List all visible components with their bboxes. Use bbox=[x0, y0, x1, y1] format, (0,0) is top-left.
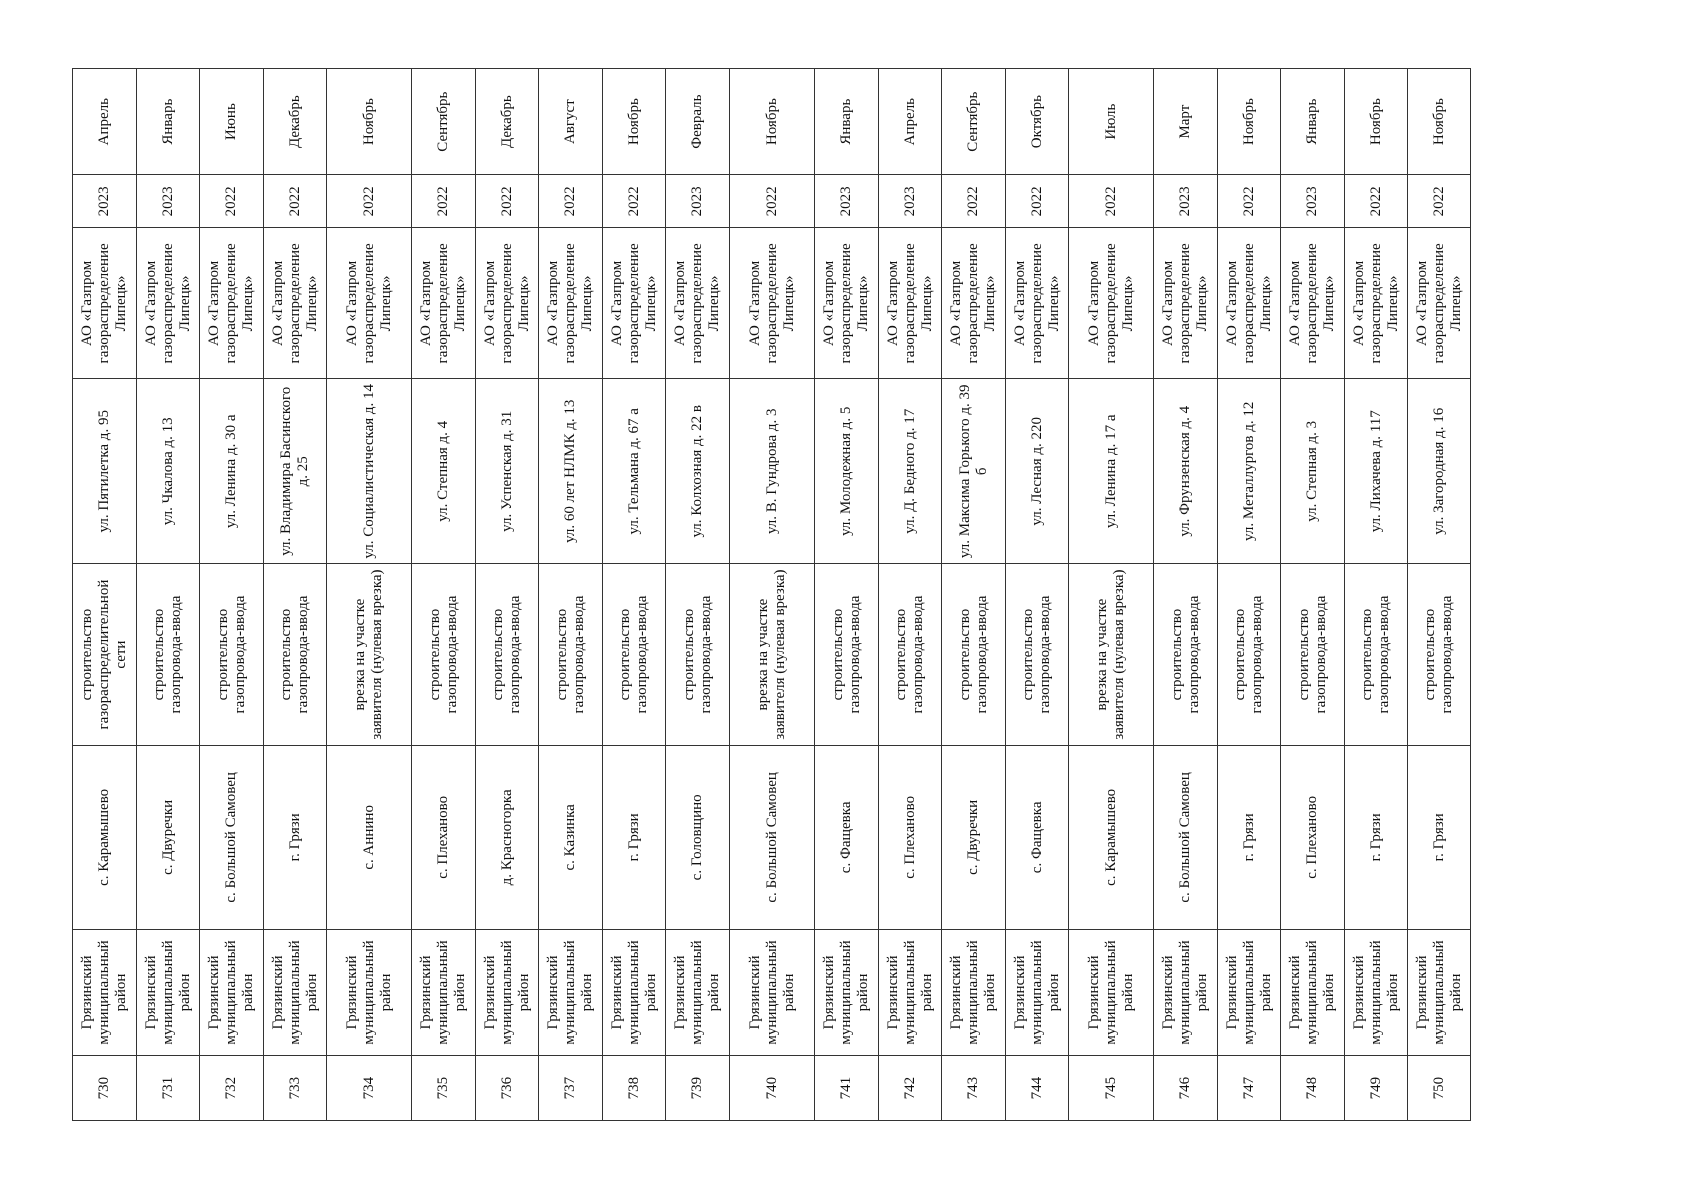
organization-cell: АО «Газпром газораспределение Липецк» bbox=[327, 228, 412, 379]
organization-cell: АО «Газпром газораспределение Липецк» bbox=[200, 228, 264, 379]
address-cell: ул. В. Гундрова д. 3 bbox=[730, 379, 815, 564]
settlement-cell: с. Фащевка bbox=[815, 745, 879, 929]
document-page bbox=[72, 68, 1610, 1121]
row-number: 732 bbox=[200, 1056, 264, 1121]
address-cell: ул. Ленина д. 17 а bbox=[1069, 379, 1154, 564]
month-cell: Декабрь bbox=[476, 69, 539, 175]
month-cell: Декабрь bbox=[264, 69, 327, 175]
table-row bbox=[1281, 69, 1345, 1121]
work-type-cell: строительство газопровода-ввода bbox=[412, 564, 476, 746]
year-cell: 2022 bbox=[1345, 175, 1408, 228]
year-cell: 2023 bbox=[1154, 175, 1218, 228]
table-row bbox=[1218, 69, 1281, 1121]
work-type-cell: строительство газопровода-ввода bbox=[815, 564, 879, 746]
work-type-cell: строительство газопровода-ввода bbox=[539, 564, 603, 746]
organization-cell: АО «Газпром газораспределение Липецк» bbox=[1006, 228, 1069, 379]
row-number: 734 bbox=[327, 1056, 412, 1121]
row-number: 735 bbox=[412, 1056, 476, 1121]
address-cell: ул. Тельмана д. 67 а bbox=[603, 379, 666, 564]
district-cell: Грязинский муниципальный район bbox=[730, 929, 815, 1055]
work-type-cell: строительство газопровода-ввода bbox=[879, 564, 942, 746]
year-cell: 2022 bbox=[1069, 175, 1154, 228]
month-cell: Ноябрь bbox=[1218, 69, 1281, 175]
work-type-cell: строительство газопровода-ввода bbox=[1218, 564, 1281, 746]
organization-cell: АО «Газпром газораспределение Липецк» bbox=[1218, 228, 1281, 379]
month-cell: Январь bbox=[137, 69, 200, 175]
district-cell: Грязинский муниципальный район bbox=[264, 929, 327, 1055]
district-cell: Грязинский муниципальный район bbox=[1154, 929, 1218, 1055]
organization-cell: АО «Газпром газораспределение Липецк» bbox=[73, 228, 137, 379]
address-cell: ул. Колхозная д. 22 в bbox=[666, 379, 730, 564]
table-row bbox=[1154, 69, 1218, 1121]
month-cell: Март bbox=[1154, 69, 1218, 175]
table-row bbox=[1069, 69, 1154, 1121]
settlement-cell: г. Грязи bbox=[1345, 745, 1408, 929]
address-cell: ул. Ленина д. 30 а bbox=[200, 379, 264, 564]
settlement-cell: с. Плеханово bbox=[1281, 745, 1345, 929]
district-cell: Грязинский муниципальный район bbox=[815, 929, 879, 1055]
settlement-cell: с. Большой Самовец bbox=[730, 745, 815, 929]
table-row bbox=[539, 69, 603, 1121]
month-cell: Февраль bbox=[666, 69, 730, 175]
address-cell: ул. Степная д. 3 bbox=[1281, 379, 1345, 564]
organization-cell: АО «Газпром газораспределение Липецк» bbox=[1069, 228, 1154, 379]
work-type-cell: строительство газопровода-ввода bbox=[603, 564, 666, 746]
row-number: 738 bbox=[603, 1056, 666, 1121]
year-cell: 2023 bbox=[73, 175, 137, 228]
settlement-cell: с. Плеханово bbox=[879, 745, 942, 929]
month-cell: Сентябрь bbox=[942, 69, 1006, 175]
table-row bbox=[476, 69, 539, 1121]
month-cell: Январь bbox=[1281, 69, 1345, 175]
settlement-cell: с. Плеханово bbox=[412, 745, 476, 929]
district-cell: Грязинский муниципальный район bbox=[1006, 929, 1069, 1055]
row-number: 739 bbox=[666, 1056, 730, 1121]
organization-cell: АО «Газпром газораспределение Липецк» bbox=[815, 228, 879, 379]
work-type-cell: строительство газопровода-ввода bbox=[1345, 564, 1408, 746]
organization-cell: АО «Газпром газораспределение Липецк» bbox=[730, 228, 815, 379]
address-cell: ул. Успенская д. 31 bbox=[476, 379, 539, 564]
table-row bbox=[1408, 69, 1471, 1121]
row-number: 733 bbox=[264, 1056, 327, 1121]
month-cell: Ноябрь bbox=[1345, 69, 1408, 175]
month-cell: Август bbox=[539, 69, 603, 175]
year-cell: 2022 bbox=[1006, 175, 1069, 228]
organization-cell: АО «Газпром газораспределение Липецк» bbox=[264, 228, 327, 379]
row-number: 743 bbox=[942, 1056, 1006, 1121]
month-cell: Апрель bbox=[879, 69, 942, 175]
row-number: 749 bbox=[1345, 1056, 1408, 1121]
settlement-cell: с. Фащевка bbox=[1006, 745, 1069, 929]
year-cell: 2022 bbox=[539, 175, 603, 228]
organization-cell: АО «Газпром газораспределение Липецк» bbox=[137, 228, 200, 379]
table-row bbox=[1345, 69, 1408, 1121]
table-row bbox=[264, 69, 327, 1121]
work-type-cell: строительство газопровода-ввода bbox=[137, 564, 200, 746]
district-cell: Грязинский муниципальный район bbox=[327, 929, 412, 1055]
work-type-cell: строительство газопровода-ввода bbox=[264, 564, 327, 746]
address-cell: ул. Лихачева д. 117 bbox=[1345, 379, 1408, 564]
settlement-cell: г. Грязи bbox=[603, 745, 666, 929]
row-number: 741 bbox=[815, 1056, 879, 1121]
row-number: 748 bbox=[1281, 1056, 1345, 1121]
table-row bbox=[730, 69, 815, 1121]
month-cell: Октябрь bbox=[1006, 69, 1069, 175]
address-cell: ул. Фрунзенская д. 4 bbox=[1154, 379, 1218, 564]
address-cell: ул. Пятилетка д. 95 bbox=[73, 379, 137, 564]
settlement-cell: с. Большой Самовец bbox=[1154, 745, 1218, 929]
month-cell: Июль bbox=[1069, 69, 1154, 175]
row-number: 744 bbox=[1006, 1056, 1069, 1121]
organization-cell: АО «Газпром газораспределение Липецк» bbox=[412, 228, 476, 379]
year-cell: 2022 bbox=[1218, 175, 1281, 228]
settlement-cell: г. Грязи bbox=[1408, 745, 1471, 929]
settlement-cell: с. Двуречки bbox=[137, 745, 200, 929]
address-cell: ул. Молодежная д. 5 bbox=[815, 379, 879, 564]
settlement-cell: д. Красногорка bbox=[476, 745, 539, 929]
address-cell: ул. Д. Бедного д. 17 bbox=[879, 379, 942, 564]
district-cell: Грязинский муниципальный район bbox=[942, 929, 1006, 1055]
address-cell: ул. Загородная д. 16 bbox=[1408, 379, 1471, 564]
work-type-cell: строительство газопровода-ввода bbox=[942, 564, 1006, 746]
district-cell: Грязинский муниципальный район bbox=[539, 929, 603, 1055]
table-row bbox=[73, 69, 137, 1121]
table-row bbox=[1006, 69, 1069, 1121]
table-body bbox=[73, 69, 1471, 1121]
year-cell: 2023 bbox=[815, 175, 879, 228]
organization-cell: АО «Газпром газораспределение Липецк» bbox=[1408, 228, 1471, 379]
row-number: 746 bbox=[1154, 1056, 1218, 1121]
work-type-cell: врезка на участке заявителя (нулевая врезка) bbox=[327, 564, 412, 746]
table-row bbox=[666, 69, 730, 1121]
address-cell: ул. Максима Горького д. 39 б bbox=[942, 379, 1006, 564]
row-number: 730 bbox=[73, 1056, 137, 1121]
work-type-cell: строительство газопровода-ввода bbox=[1006, 564, 1069, 746]
table-row bbox=[412, 69, 476, 1121]
district-cell: Грязинский муниципальный район bbox=[603, 929, 666, 1055]
year-cell: 2022 bbox=[730, 175, 815, 228]
district-cell: Грязинский муниципальный район bbox=[666, 929, 730, 1055]
address-cell: ул. Лесная д. 220 bbox=[1006, 379, 1069, 564]
row-number: 747 bbox=[1218, 1056, 1281, 1121]
organization-cell: АО «Газпром газораспределение Липецк» bbox=[1345, 228, 1408, 379]
work-type-cell: строительство газопровода-ввода bbox=[1154, 564, 1218, 746]
settlement-cell: с. Аннино bbox=[327, 745, 412, 929]
district-cell: Грязинский муниципальный район bbox=[412, 929, 476, 1055]
settlement-cell: с. Казинка bbox=[539, 745, 603, 929]
organization-cell: АО «Газпром газораспределение Липецк» bbox=[1281, 228, 1345, 379]
table-row bbox=[137, 69, 200, 1121]
table-row bbox=[815, 69, 879, 1121]
work-type-cell: врезка на участке заявителя (нулевая врезка) bbox=[1069, 564, 1154, 746]
settlement-cell: с. Большой Самовец bbox=[200, 745, 264, 929]
district-cell: Грязинский муниципальный район bbox=[879, 929, 942, 1055]
table-row bbox=[327, 69, 412, 1121]
work-type-cell: врезка на участке заявителя (нулевая врезка) bbox=[730, 564, 815, 746]
row-number: 737 bbox=[539, 1056, 603, 1121]
district-cell: Грязинский муниципальный район bbox=[200, 929, 264, 1055]
settlement-cell: с. Карамышево bbox=[73, 745, 137, 929]
address-cell: ул. Владимира Басинского д. 25 bbox=[264, 379, 327, 564]
table-row bbox=[200, 69, 264, 1121]
month-cell: Ноябрь bbox=[327, 69, 412, 175]
month-cell: Ноябрь bbox=[603, 69, 666, 175]
settlement-cell: г. Грязи bbox=[264, 745, 327, 929]
work-type-cell: строительство газопровода-ввода bbox=[666, 564, 730, 746]
table-row bbox=[879, 69, 942, 1121]
district-cell: Грязинский муниципальный район bbox=[1069, 929, 1154, 1055]
year-cell: 2022 bbox=[1408, 175, 1471, 228]
year-cell: 2022 bbox=[327, 175, 412, 228]
organization-cell: АО «Газпром газораспределение Липецк» bbox=[476, 228, 539, 379]
settlement-cell: с. Карамышево bbox=[1069, 745, 1154, 929]
month-cell: Январь bbox=[815, 69, 879, 175]
district-cell: Грязинский муниципальный район bbox=[476, 929, 539, 1055]
work-type-cell: строительство газопровода-ввода bbox=[1281, 564, 1345, 746]
address-cell: ул. Металлургов д. 12 bbox=[1218, 379, 1281, 564]
address-cell: ул. Социалистическая д. 14 bbox=[327, 379, 412, 564]
district-cell: Грязинский муниципальный район bbox=[1218, 929, 1281, 1055]
settlement-cell: с. Головщино bbox=[666, 745, 730, 929]
row-number: 742 bbox=[879, 1056, 942, 1121]
work-type-cell: строительство газопровода-ввода bbox=[200, 564, 264, 746]
year-cell: 2022 bbox=[200, 175, 264, 228]
organization-cell: АО «Газпром газораспределение Липецк» bbox=[1154, 228, 1218, 379]
work-type-cell: строительство газопровода-ввода bbox=[476, 564, 539, 746]
organization-cell: АО «Газпром газораспределение Липецк» bbox=[879, 228, 942, 379]
settlement-cell: г. Грязи bbox=[1218, 745, 1281, 929]
month-cell: Ноябрь bbox=[730, 69, 815, 175]
organization-cell: АО «Газпром газораспределение Липецк» bbox=[603, 228, 666, 379]
work-type-cell: строительство газопровода-ввода bbox=[1408, 564, 1471, 746]
year-cell: 2023 bbox=[137, 175, 200, 228]
row-number: 731 bbox=[137, 1056, 200, 1121]
month-cell: Сентябрь bbox=[412, 69, 476, 175]
table-row bbox=[603, 69, 666, 1121]
year-cell: 2023 bbox=[1281, 175, 1345, 228]
row-number: 750 bbox=[1408, 1056, 1471, 1121]
work-type-cell: строительство газораспределительной сети bbox=[73, 564, 137, 746]
row-number: 740 bbox=[730, 1056, 815, 1121]
address-cell: ул. Степная д. 4 bbox=[412, 379, 476, 564]
organization-cell: АО «Газпром газораспределение Липецк» bbox=[539, 228, 603, 379]
month-cell: Ноябрь bbox=[1408, 69, 1471, 175]
gas-connection-register-table bbox=[72, 68, 1471, 1121]
district-cell: Грязинский муниципальный район bbox=[1281, 929, 1345, 1055]
year-cell: 2022 bbox=[476, 175, 539, 228]
settlement-cell: с. Двуречки bbox=[942, 745, 1006, 929]
year-cell: 2023 bbox=[879, 175, 942, 228]
row-number: 745 bbox=[1069, 1056, 1154, 1121]
year-cell: 2022 bbox=[603, 175, 666, 228]
year-cell: 2023 bbox=[666, 175, 730, 228]
district-cell: Грязинский муниципальный район bbox=[1408, 929, 1471, 1055]
month-cell: Апрель bbox=[73, 69, 137, 175]
month-cell: Июнь bbox=[200, 69, 264, 175]
district-cell: Грязинский муниципальный район bbox=[137, 929, 200, 1055]
year-cell: 2022 bbox=[412, 175, 476, 228]
address-cell: ул. 60 лет НЛМК д. 13 bbox=[539, 379, 603, 564]
year-cell: 2022 bbox=[264, 175, 327, 228]
organization-cell: АО «Газпром газораспределение Липецк» bbox=[942, 228, 1006, 379]
table-row bbox=[942, 69, 1006, 1121]
row-number: 736 bbox=[476, 1056, 539, 1121]
year-cell: 2022 bbox=[942, 175, 1006, 228]
organization-cell: АО «Газпром газораспределение Липецк» bbox=[666, 228, 730, 379]
address-cell: ул. Чкалова д. 13 bbox=[137, 379, 200, 564]
district-cell: Грязинский муниципальный район bbox=[1345, 929, 1408, 1055]
district-cell: Грязинский муниципальный район bbox=[73, 929, 137, 1055]
